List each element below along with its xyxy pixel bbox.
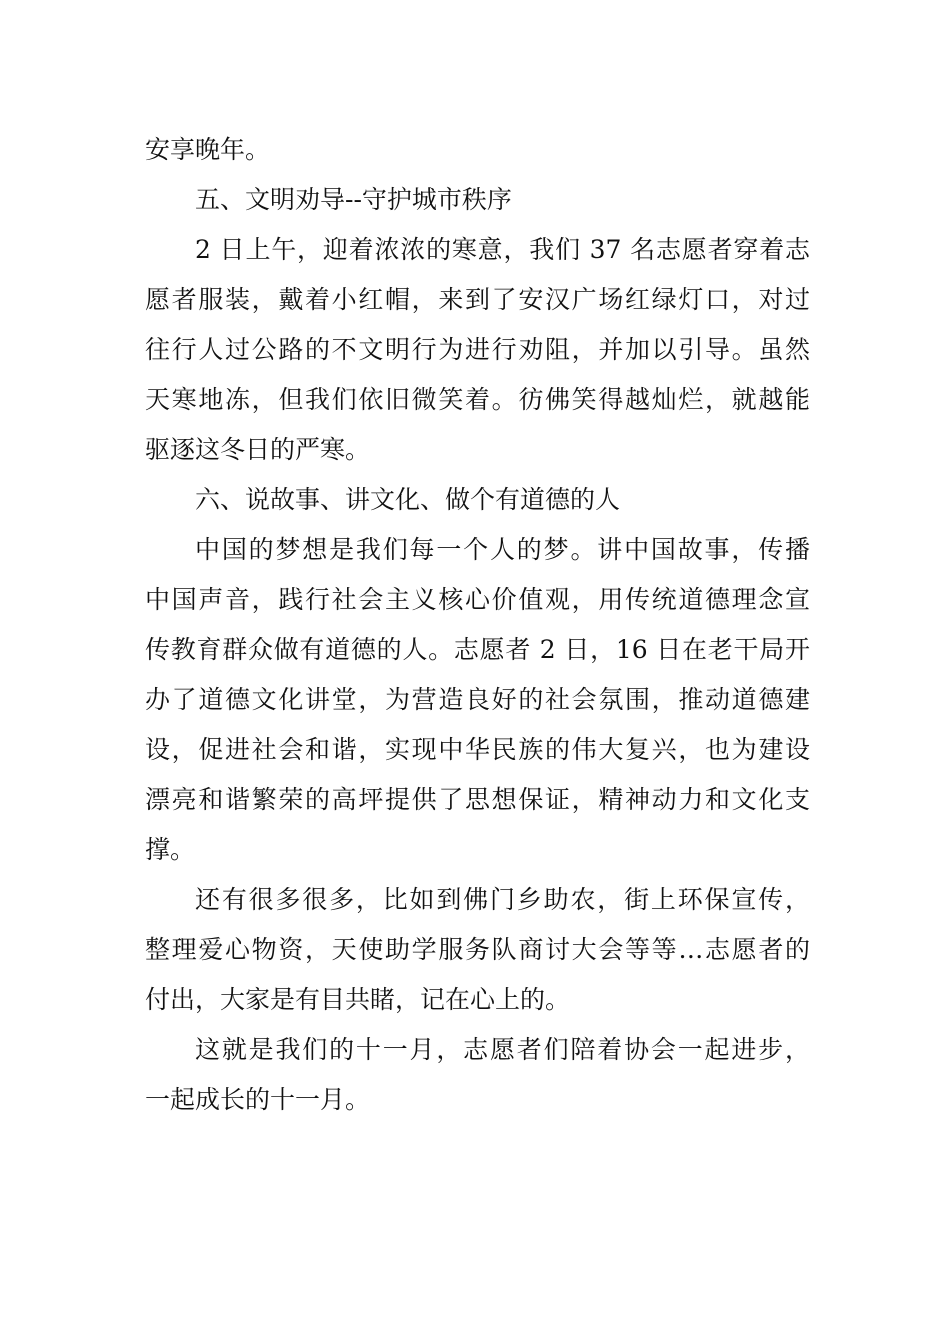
text-line: 天寒地冻，但我们依旧微笑着。彷佛笑得越灿烂，就越能 bbox=[145, 385, 810, 414]
text-line: 一起成长的十一月。 bbox=[145, 1085, 371, 1114]
text-line: 中国的梦想是我们每一个人的梦。讲中国故事，传播 bbox=[195, 535, 810, 564]
text-line: 这就是我们的十一月，志愿者们陪着协会一起进步， bbox=[195, 1035, 810, 1064]
text-line: 撑。 bbox=[145, 835, 196, 864]
text-line: 传教育群众做有道德的人。志愿者 2 日，16 日在老干局开 bbox=[145, 635, 810, 664]
text-line: 付出，大家是有目共睹，记在心上的。 bbox=[145, 985, 571, 1014]
text-line: 安享晚年。 bbox=[145, 135, 271, 164]
text-line: 还有很多很多，比如到佛门乡助农，街上环保宣传， bbox=[195, 885, 810, 914]
text-line: 2 日上午，迎着浓浓的寒意，我们 37 名志愿者穿着志 bbox=[195, 235, 810, 264]
text-line: 整理爱心物资，天使助学服务队商讨大会等等…志愿者的 bbox=[145, 935, 810, 964]
section-heading: 五、文明劝导--守护城市秩序 bbox=[195, 185, 512, 214]
text-line: 设，促进社会和谐，实现中华民族的伟大复兴，也为建设 bbox=[145, 735, 810, 764]
text-line: 愿者服装，戴着小红帽，来到了安汉广场红绿灯口，对过 bbox=[145, 285, 810, 314]
text-line: 往行人过公路的不文明行为进行劝阻，并加以引导。虽然 bbox=[145, 335, 810, 364]
text-line: 中国声音，践行社会主义核心价值观，用传统道德理念宣 bbox=[145, 585, 810, 614]
text-line: 漂亮和谐繁荣的高坪提供了思想保证，精神动力和文化支 bbox=[145, 785, 810, 814]
text-line: 驱逐这冬日的严寒。 bbox=[145, 435, 371, 464]
text-line: 办了道德文化讲堂，为营造良好的社会氛围，推动道德建 bbox=[145, 685, 810, 714]
section-heading: 六、说故事、讲文化、做个有道德的人 bbox=[195, 485, 621, 514]
